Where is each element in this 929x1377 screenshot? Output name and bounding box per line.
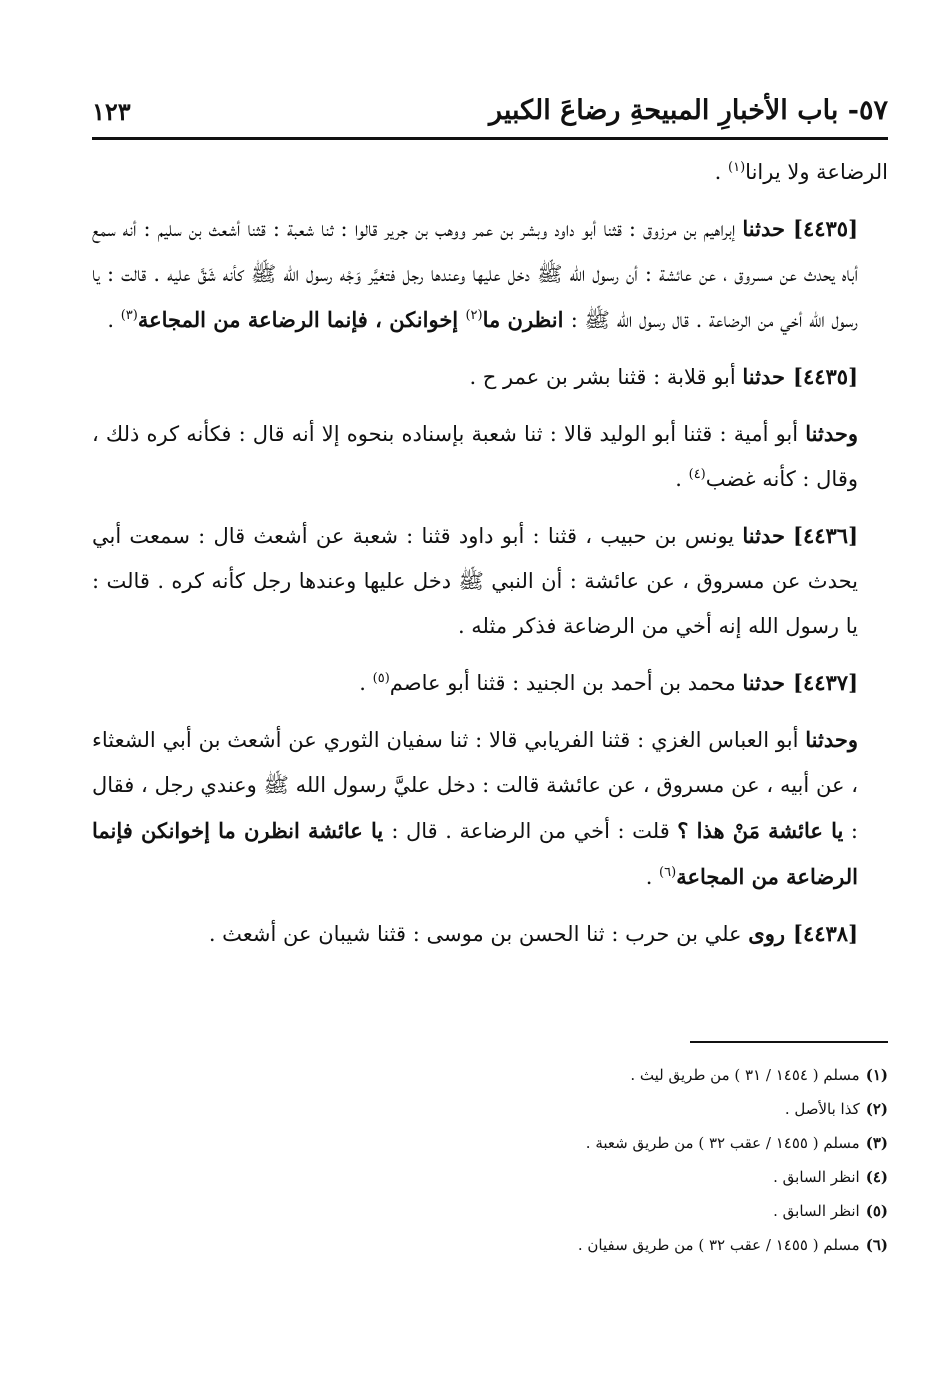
footnote xyxy=(92,1228,888,1262)
footnote xyxy=(92,1092,888,1126)
page-body xyxy=(92,150,888,968)
hadith-number: [٤٤٣٦] xyxy=(793,523,858,548)
header-rule xyxy=(92,137,888,140)
footnote-ref: (٦) xyxy=(659,865,677,880)
paragraph-0 xyxy=(92,150,888,195)
footnote-number: (٣) xyxy=(865,1134,888,1152)
footnote-ref: (١) xyxy=(728,160,746,175)
footnote xyxy=(92,1160,888,1194)
footnote-number: (١) xyxy=(865,1066,888,1084)
hadith-text: علي بن حرب : ثنا الحسن بن موسى : قثنا شيبان عن أشعث . xyxy=(208,922,749,946)
hadith-quote: يا عائشة مَنْ هذا ؟ xyxy=(677,818,844,843)
paragraph-end: . xyxy=(675,467,689,491)
hadith-keyword: وحدثنا xyxy=(805,421,858,446)
footnote-ref: (٥) xyxy=(372,671,390,686)
page-header xyxy=(92,70,888,126)
hadith-text: محمد بن أحمد بن الجنيد : قثنا أبو عاصم xyxy=(389,671,743,695)
footnote-text: انظر السابق . xyxy=(773,1202,860,1220)
footnote-ref: (٢) xyxy=(465,308,483,323)
footnote-rule xyxy=(690,1041,888,1043)
footnote-text: مسلم ( ١٤٥٥ / عقب ٣٢ ) من طريق سفيان . xyxy=(577,1236,860,1254)
footnotes xyxy=(92,1058,888,1262)
hadith-4435-b xyxy=(92,354,888,400)
hadith-text: أبو أمية : قثنا أبو الوليد قالا : ثنا شعبة بإسناده بنحوه إلا أنه قال : فكأنه كره ذلك ، وقال : كأنه غضب xyxy=(92,422,858,491)
hadith-number: [٤٤٣٥] xyxy=(793,216,858,241)
footnote-number: (٥) xyxy=(865,1202,888,1220)
paragraph-end: . xyxy=(714,160,729,184)
hadith-number: [٤٤٣٥] xyxy=(793,364,858,389)
footnote xyxy=(92,1126,888,1160)
hadith-keyword: وحدثنا xyxy=(805,727,858,752)
hadith-quote: انظرن ما xyxy=(482,307,571,332)
hadith-keyword: حدثنا xyxy=(742,523,785,548)
hadith-text: يونس بن حبيب ، قثنا : أبو داود قثنا : شعبة عن أشعث قال : سمعت أبي يحدث عن مسروق ، عن عائشة : أن النبي ﷺ دخل عليها وعندها رجل كأنه كره . قالت : يا رسول الله إنه أخي من الرضاعة فذكر مثله . xyxy=(92,524,858,638)
footnote-ref: (٤) xyxy=(688,467,706,482)
hadith-text: قلت : أخي من الرضاعة . قال : xyxy=(391,819,678,843)
footnote-ref: (٣) xyxy=(120,308,138,323)
hadith-4435 xyxy=(92,206,888,343)
paragraph-end: . xyxy=(359,671,373,695)
footnote xyxy=(92,1058,888,1092)
page-number: ١٢٣ xyxy=(92,97,131,126)
hadith-text: أبو قلابة : قثنا بشر بن عمر ح . xyxy=(469,365,743,389)
hadith-keyword: حدثنا xyxy=(742,670,785,695)
footnote-number: (٢) xyxy=(865,1100,888,1118)
hadith-continuation-2 xyxy=(92,717,888,900)
running-head: ٥٧- باب الأخبارِ المبيحةِ رضاعَ الكبير xyxy=(488,95,888,126)
hadith-quote: إخوانكن ، فإنما الرضاعة من المجاعة xyxy=(137,307,466,332)
hadith-4438 xyxy=(92,911,888,957)
hadith-keyword: روى xyxy=(748,921,785,946)
footnote-number: (٦) xyxy=(865,1236,888,1254)
footnote-number: (٤) xyxy=(865,1168,888,1186)
hadith-quote: يا عائشة انظرن ما إخوانكن فإنما الرضاعة من المجاعة xyxy=(92,818,858,889)
paragraph-end: . xyxy=(645,865,660,889)
hadith-text: أبو العباس الغزي : قثنا الفريابي قالا : ثنا سفيان الثوري عن أشعث بن أبي الشعثاء ، عن أبيه ، عن مسروق ، عن عائشة قالت : دخل عليَّ رسول الله ﷺ وعندي رجل ، فقال : xyxy=(92,728,858,843)
hadith-4437 xyxy=(92,660,888,706)
hadith-keyword: حدثنا xyxy=(742,364,785,389)
hadith-keyword: حدثنا xyxy=(742,216,785,241)
footnote xyxy=(92,1194,888,1228)
footnote-text: مسلم ( ١٤٥٥ / عقب ٣٢ ) من طريق شعبة . xyxy=(585,1134,860,1152)
hadith-number: [٤٤٣٧] xyxy=(793,670,858,695)
paragraph-text: الرضاعة ولا يرانا xyxy=(745,160,888,184)
hadith-number: [٤٤٣٨] xyxy=(793,921,858,946)
hadith-text: إبراهيم بن مرزوق : قثنا أبو داود وبشر بن عمر ووهب بن جرير قالوا : ثنا شعبة : قثنا أشعث بن سليم : أنه سمع أباه يحدث عن مسروق ، عن عائشة : أن رسول الله ﷺ دخل عليها وعندها رجل فتغيَّر وَجْه رسول الله ﷺ كأنه شَقَّ عليه . قالت : يا رسول الله أخي من الرضاعة . قال رسول الله ﷺ : xyxy=(92,217,858,332)
hadith-continuation xyxy=(92,411,888,502)
hadith-4436 xyxy=(92,513,888,649)
footnote-text: انظر السابق . xyxy=(773,1168,860,1186)
footnote-text: كذا بالأصل . xyxy=(784,1100,860,1118)
paragraph-end: . xyxy=(107,308,121,332)
footnote-text: مسلم ( ١٤٥٤ / ٣١ ) من طريق ليث . xyxy=(630,1066,860,1084)
